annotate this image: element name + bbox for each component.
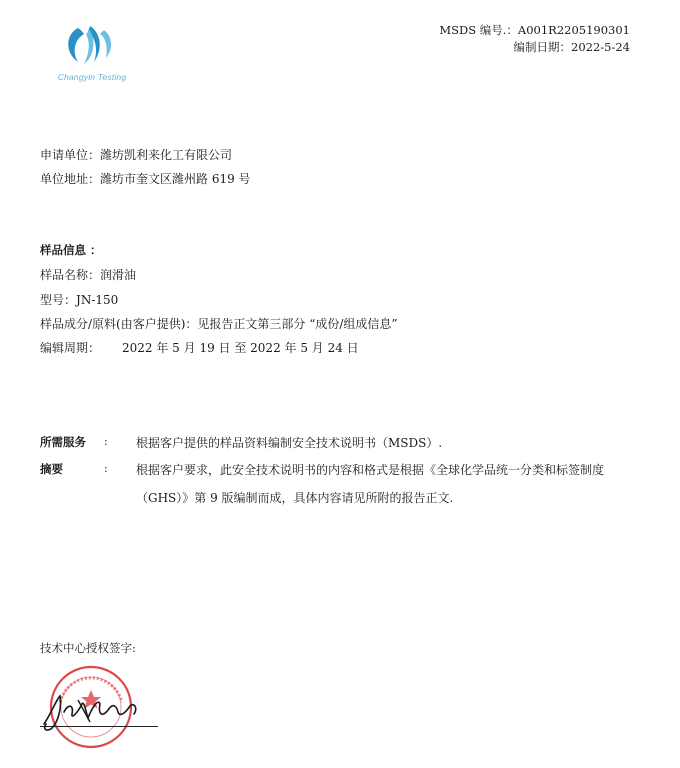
applicant-unit-row [40, 146, 232, 163]
official-seal [46, 662, 136, 752]
handwritten-signature-icon [38, 682, 148, 742]
applicant-address-row [40, 170, 251, 187]
sample-name-label: 样品名称： [40, 268, 101, 282]
edit-period-row [40, 339, 359, 356]
msds-number-label: MSDS 编号.： [439, 23, 518, 37]
summary-colon: : [104, 462, 108, 475]
logo-mark-icon [60, 22, 120, 70]
sample-composition-label: 样品成分/原料(由客户提供)： [40, 317, 198, 331]
summary-label: 摘要 [40, 462, 63, 476]
msds-number-value: A001R2205190301 [517, 23, 630, 37]
service-colon: : [104, 435, 108, 448]
sample-composition-row [40, 315, 398, 332]
sample-model-value: JN-150 [76, 293, 119, 307]
report-header-info [439, 22, 630, 56]
sample-name-row [40, 266, 136, 283]
compile-date-value: 2022-5-24 [571, 40, 630, 54]
applicant-unit-label: 申请单位： [40, 148, 101, 162]
sample-composition-value: 见报告正文第三部分 “成份/组成信息” [197, 317, 398, 331]
sample-model-label: 型号： [40, 293, 77, 307]
authorized-signature-label: 技术中心授权签字: [40, 641, 136, 655]
msds-number-row [439, 22, 630, 39]
edit-period-value: 2022 年 5 月 19 日 至 2022 年 5 月 24 日 [122, 341, 359, 355]
service-label: 所需服务 [40, 435, 86, 449]
applicant-unit-value: 潍坊凯利来化工有限公司 [100, 148, 233, 162]
sample-model-row [40, 291, 118, 308]
applicant-address-label: 单位地址： [40, 172, 101, 186]
company-logo [40, 22, 140, 88]
summary-text-line-2: （GHS）》第 9 版编制而成，具体内容请见所附的报告正文. [136, 491, 454, 505]
signature-line [40, 726, 158, 727]
sample-name-value: 润滑油 [100, 268, 137, 282]
sample-section-title: 样品信息 ： [40, 243, 102, 257]
service-text: 根据客户提供的样品资料编制安全技术说明书（MSDS）. [136, 436, 443, 450]
logo-brand-text: Changyin Testing [57, 72, 127, 82]
edit-period-label: 编辑周期： [40, 341, 101, 355]
compile-date-row [439, 39, 630, 56]
applicant-address-value: 潍坊市奎文区潍州路 619 号 [100, 172, 251, 186]
summary-text-line-1: 根据客户要求，此安全技术说明书的内容和格式是根据《全球化学品统一分类和标签制度 [136, 463, 605, 477]
compile-date-label: 编制日期： [513, 40, 571, 54]
